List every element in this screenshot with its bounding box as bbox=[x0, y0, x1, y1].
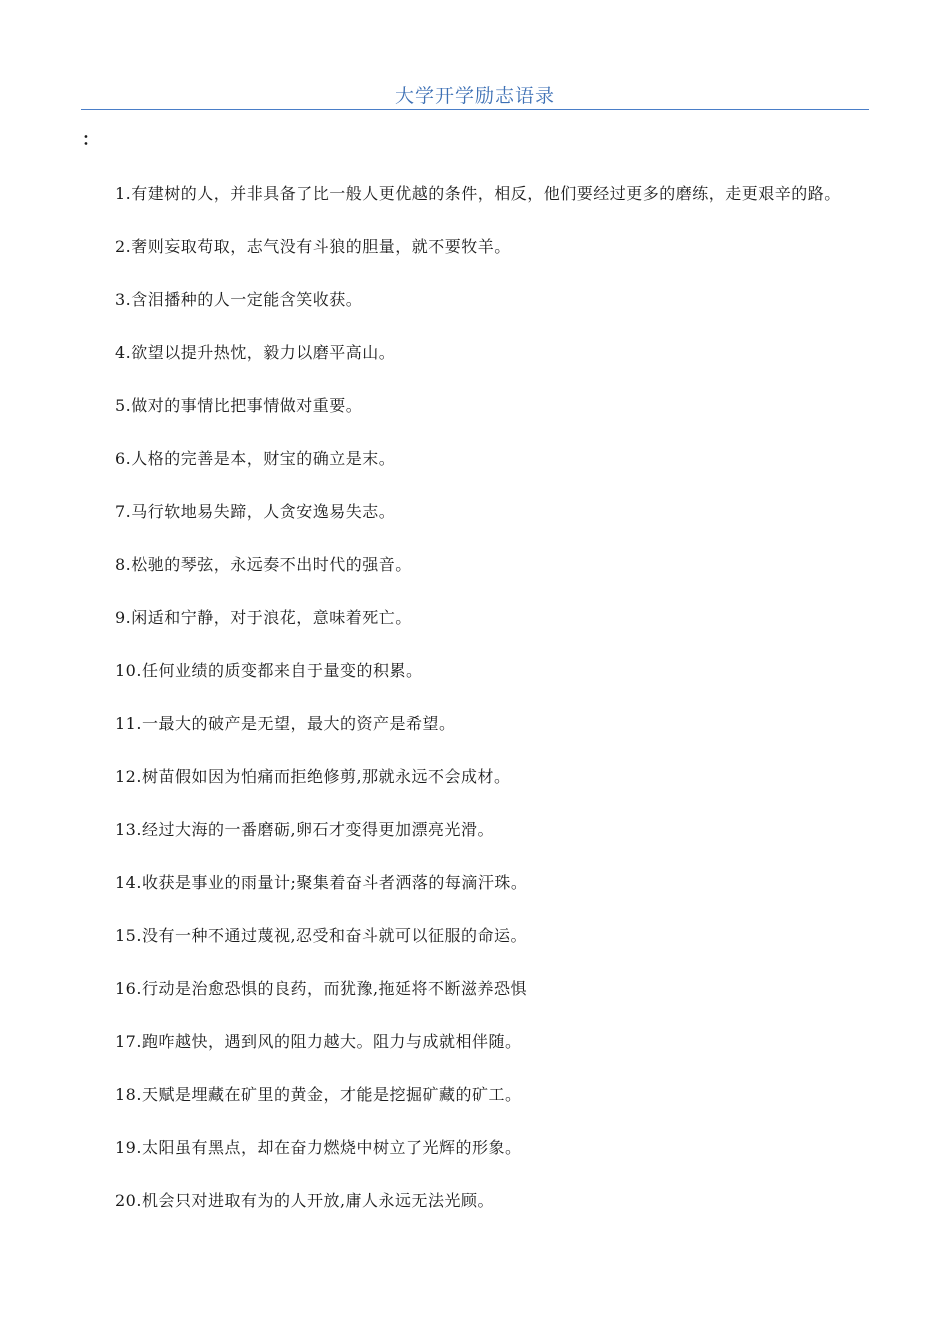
quote-item: 14.收获是事业的雨量计;聚集着奋斗者洒落的每滴汗珠。 bbox=[115, 873, 528, 892]
quote-item: 7.马行软地易失蹄，人贪安逸易失志。 bbox=[115, 502, 396, 521]
quote-item: 19.太阳虽有黑点，却在奋力燃烧中树立了光辉的形象。 bbox=[115, 1138, 522, 1157]
lead-colon: ： bbox=[82, 130, 99, 150]
quote-item: 20.机会只对进取有为的人开放,庸人永远无法光顾。 bbox=[115, 1191, 495, 1210]
quote-item: 2.奢则妄取苟取，志气没有斗狼的胆量，就不要牧羊。 bbox=[115, 237, 511, 256]
quote-item: 17.跑咋越快，遇到风的阻力越大。阻力与成就相伴随。 bbox=[115, 1032, 522, 1051]
header-rule bbox=[81, 109, 869, 110]
quote-item: 10.任何业绩的质变都来自于量变的积累。 bbox=[115, 661, 423, 680]
quote-item: 16.行动是治愈恐惧的良药，而犹豫,拖延将不断滋养恐惧 bbox=[115, 979, 528, 998]
quote-item: 1.有建树的人，并非具备了比一般人更优越的条件，相反，他们要经过更多的磨练，走更艰辛的路。 bbox=[115, 184, 841, 203]
quote-item: 3.含泪播种的人一定能含笑收获。 bbox=[115, 290, 363, 309]
quote-item: 13.经过大海的一番磨砺,卵石才变得更加漂亮光滑。 bbox=[115, 820, 495, 839]
quote-item: 18.天赋是埋藏在矿里的黄金，才能是挖掘矿藏的矿工。 bbox=[115, 1085, 522, 1104]
quote-item: 11.一最大的破产是无望，最大的资产是希望。 bbox=[115, 714, 456, 733]
quote-item: 6.人格的完善是本，财宝的确立是末。 bbox=[115, 449, 396, 468]
quote-item: 15.没有一种不通过蔑视,忍受和奋斗就可以征服的命运。 bbox=[115, 926, 528, 945]
quote-item: 8.松驰的琴弦，永远奏不出时代的强音。 bbox=[115, 555, 412, 574]
quote-item: 9.闲适和宁静，对于浪花，意味着死亡。 bbox=[115, 608, 412, 627]
quote-item: 5.做对的事情比把事情做对重要。 bbox=[115, 396, 363, 415]
page-title: 大学开学励志语录 bbox=[394, 85, 555, 107]
quote-item: 4.欲望以提升热忱，毅力以磨平高山。 bbox=[115, 343, 396, 362]
page-header bbox=[81, 84, 869, 108]
quote-item: 12.树苗假如因为怕痛而拒绝修剪,那就永远不会成材。 bbox=[115, 767, 511, 786]
quote-list bbox=[82, 173, 862, 1233]
